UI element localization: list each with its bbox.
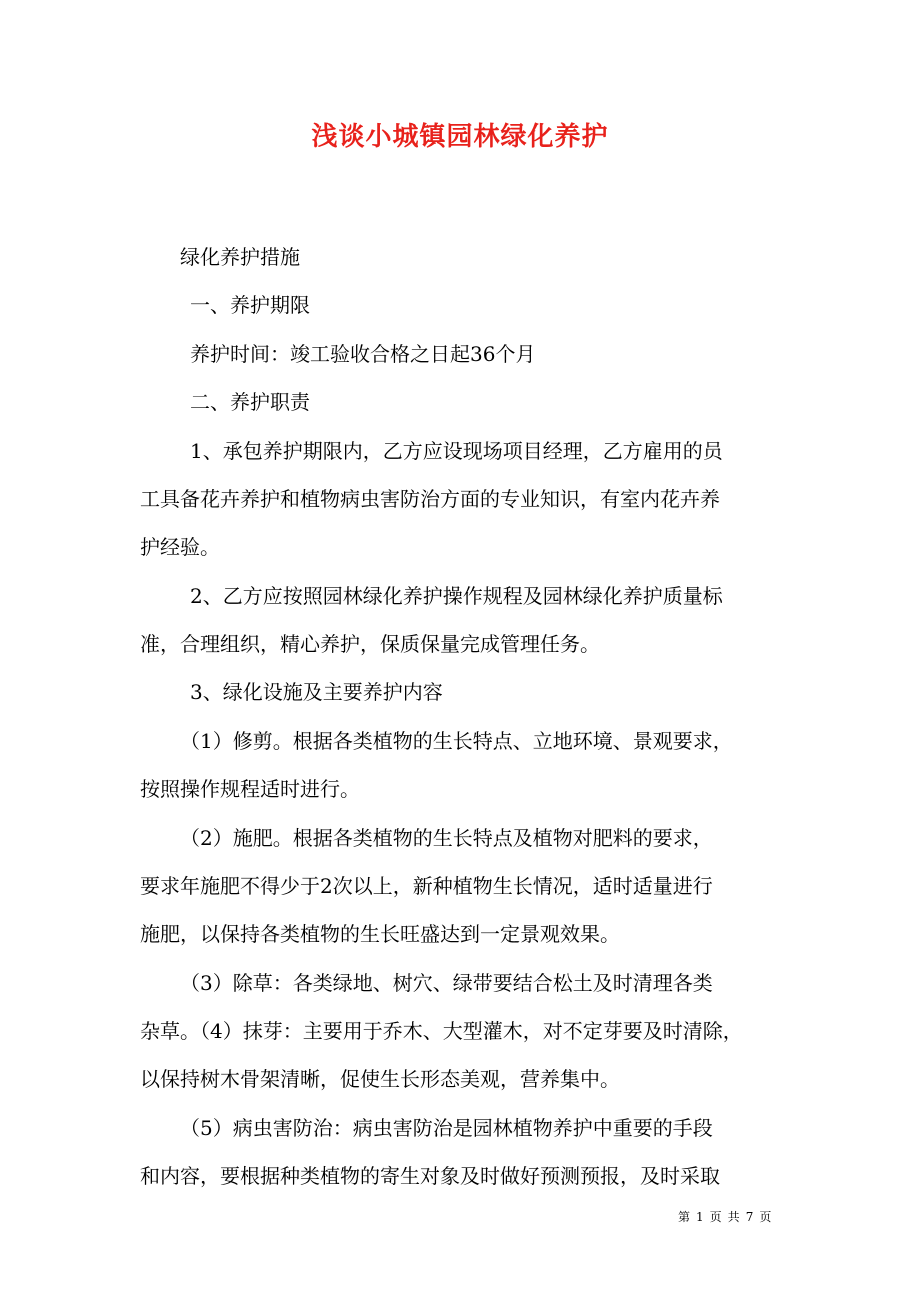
- page-footer: [678, 1208, 777, 1225]
- footer-ye2: 页: [759, 1210, 772, 1224]
- paragraph-line: 和内容，要根据种类植物的寄生对象及时做好预测预报，及时采取: [140, 1164, 720, 1188]
- paragraph-line: 绿化养护措施: [180, 245, 300, 269]
- paragraph-line: 以保持树木骨架清晰，促使生长形态美观，营养集中。: [140, 1067, 620, 1091]
- footer-page-number: 1: [696, 1210, 704, 1224]
- paragraph-line: 2、乙方应按照园林绿化养护操作规程及园林绿化养护质量标: [190, 584, 723, 608]
- paragraph-line: 工具备花卉养护和植物病虫害防治方面的专业知识，有室内花卉养: [140, 487, 720, 511]
- paragraph-line: 杂草。（4）抹芽：主要用于乔木、大型灌木，对不定芽要及时清除，: [140, 1019, 743, 1043]
- footer-gong: 共: [727, 1210, 740, 1224]
- footer-di: 第: [678, 1210, 691, 1224]
- paragraph-line: 3、绿化设施及主要养护内容: [190, 680, 443, 704]
- paragraph-line: （3）除草：各类绿地、树穴、绿带要结合松土及时清理各类: [180, 971, 713, 995]
- paragraph-line: 施肥，以保持各类植物的生长旺盛达到一定景观效果。: [140, 922, 620, 946]
- paragraph-line: 护经验。: [140, 535, 220, 559]
- paragraph-line: （1）修剪。根据各类植物的生长特点、立地环境、景观要求，: [180, 729, 733, 753]
- document-title: 浅谈小城镇园林绿化养护: [311, 122, 609, 152]
- footer-ye: 页: [709, 1210, 722, 1224]
- paragraph-line: 准，合理组织，精心养护，保质保量完成管理任务。: [140, 632, 600, 656]
- paragraph-line: （2）施肥。根据各类植物的生长特点及植物对肥料的要求，: [180, 826, 713, 850]
- section-heading: 一、养护期限: [190, 293, 310, 317]
- paragraph-line: 1、承包养护期限内，乙方应设现场项目经理，乙方雇用的员: [190, 439, 723, 463]
- paragraph-line: 养护时间：竣工验收合格之日起36个月: [190, 342, 536, 366]
- paragraph-line: 要求年施肥不得少于2次以上，新种植物生长情况，适时适量进行: [140, 874, 713, 898]
- paragraph-line: （5）病虫害防治：病虫害防治是园林植物养护中重要的手段: [180, 1116, 713, 1140]
- paragraph-line: 按照操作规程适时进行。: [140, 777, 360, 801]
- footer-total-pages: 7: [745, 1210, 754, 1224]
- section-heading: 二、养护职责: [190, 390, 310, 414]
